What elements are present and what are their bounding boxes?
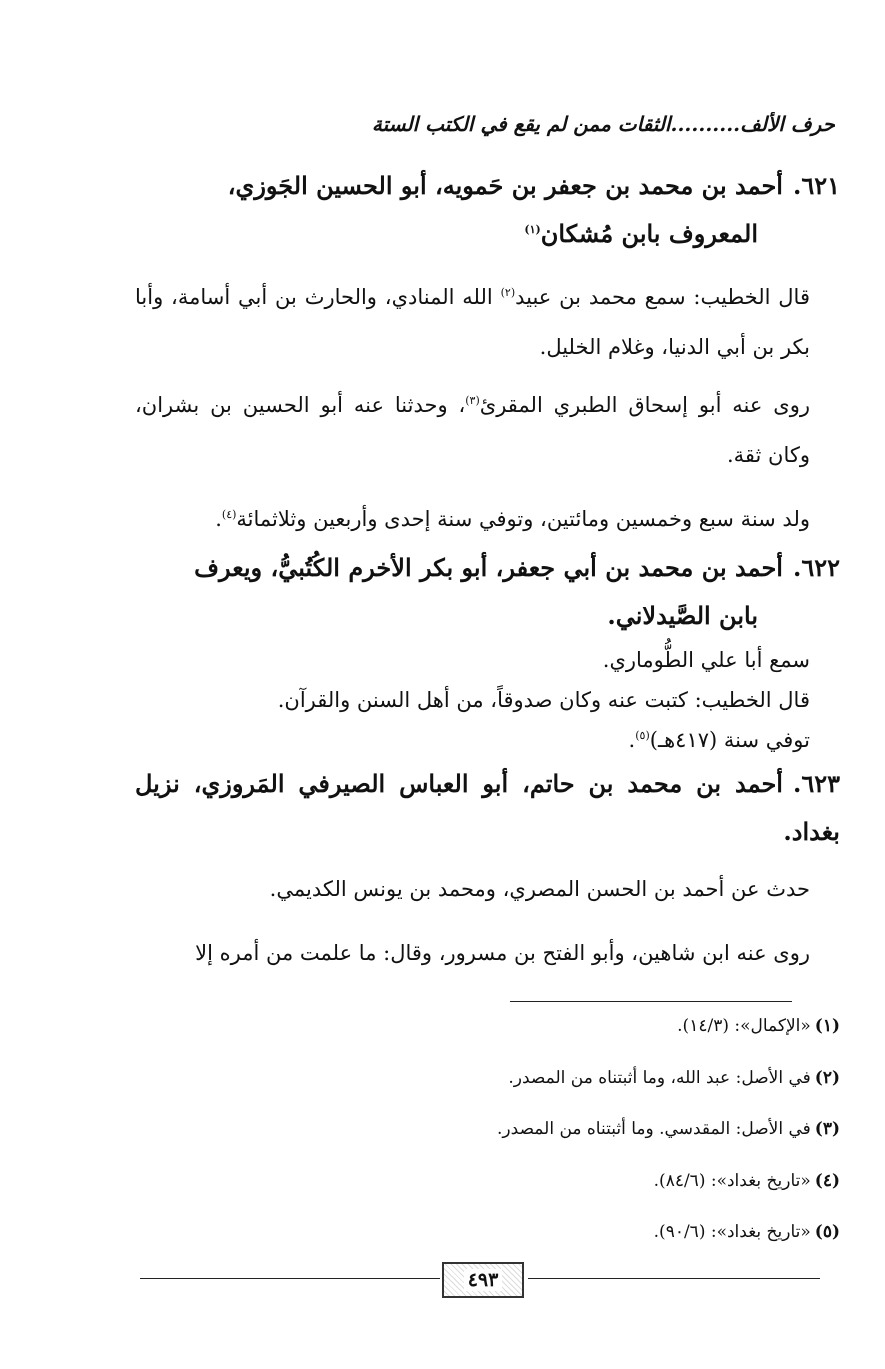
entry-heading-line1: أحمد بن محمد بن جعفر بن حَمويه، أبو الحسين الجَوزي، xyxy=(227,171,783,200)
footnote-text: في الأصل: عبد الله، وما أثبتناه من المصدر. xyxy=(508,1067,811,1088)
entry-paragraph: توفي سنة (٤١٧هـ)$^{(٥)}$. xyxy=(628,728,810,752)
footnote-number: (٤) xyxy=(814,1170,840,1191)
footnote-marker: (٤) xyxy=(221,508,237,521)
footnote-divider xyxy=(510,1001,792,1002)
footnote-marker: (٢) xyxy=(500,286,516,299)
footnote-text: «تاريخ بغداد»: (٨٤/٦). xyxy=(653,1170,811,1191)
entry-heading-line2: المعروف بابن مُشكان xyxy=(540,219,758,248)
footnote-text: في الأصل: المقدسي. وما أثبتناه من المصدر. xyxy=(497,1119,811,1139)
header-book-title: الثقات ممن لم يقع في الكتب الستة xyxy=(371,112,671,136)
footnote-text: «الإكمال»: (١٤/٣). xyxy=(677,1016,811,1036)
page-body xyxy=(135,162,840,978)
entry-paragraph: قال الخطيب: سمع محمد بن عبيد$^{(٢)}$ الله المنادي، والحارث بن أبي أسامة، وأبا بكر بن أبي الدنيا، وغلام الخليل. xyxy=(135,285,810,359)
footnote-item xyxy=(300,1117,840,1169)
footnote-item xyxy=(300,1014,840,1066)
header-section: حرف الألف xyxy=(740,112,835,136)
entry-number: ٦٢١. xyxy=(792,171,840,200)
page-footer xyxy=(140,1262,820,1306)
entry-paragraph: سمع أبا علي الطُّوماري. xyxy=(602,648,810,672)
footnote-marker: (٣) xyxy=(465,394,480,407)
footer-rule-right xyxy=(528,1278,820,1279)
footnote-number: (٢) xyxy=(814,1067,840,1088)
running-header xyxy=(140,112,835,146)
entry-heading xyxy=(135,760,840,856)
footnote-marker: (١) xyxy=(524,223,541,236)
footnote-marker: (٥) xyxy=(635,729,650,742)
footnote-number: (٥) xyxy=(814,1222,840,1242)
footnote-item xyxy=(300,1066,840,1118)
entry-heading-line1: أحمد بن محمد بن حاتم، أبو العباس الصيرفي المَروزي، نزيل بغداد. xyxy=(135,769,840,846)
footnote-text: «تاريخ بغداد»: (٩٠/٦). xyxy=(653,1222,811,1242)
entry-paragraph: ولد سنة سبع وخمسين ومائتين، وتوفي سنة إحدى وأربعين وثلاثمائة$^{(٤)}$. xyxy=(215,507,810,531)
entry-paragraph: روى عنه ابن شاهين، وأبو الفتح بن مسرور، وقال: ما علمت من أمره إلا xyxy=(195,941,810,965)
header-dots: .......... xyxy=(670,112,741,136)
footnote-item xyxy=(300,1169,840,1221)
entry-paragraph: قال الخطيب: كتبت عنه وكان صدوقاً، من أهل السنن والقرآن. xyxy=(277,688,810,712)
entry-paragraph: حدث عن أحمد بن الحسن المصري، ومحمد بن يونس الكديمي. xyxy=(269,877,810,901)
entry-number: ٦٢٢. xyxy=(792,553,840,582)
footnote-number: (١) xyxy=(814,1016,840,1036)
entry-heading xyxy=(135,544,840,640)
footnotes-list xyxy=(300,1014,840,1272)
footer-rule-left xyxy=(140,1278,440,1279)
page-number: ٤٩٣ xyxy=(464,1269,503,1291)
entry-paragraph: روى عنه أبو إسحاق الطبري المقرئ$^{(٣)}$، وحدثنا عنه أبو الحسين بن بشران، وكان ثقة. xyxy=(135,393,810,467)
entry-number: ٦٢٣. xyxy=(792,769,840,798)
entry-heading-line1: أحمد بن محمد بن أبي جعفر، أبو بكر الأخرم الكُتُبيُّ، ويعرف xyxy=(194,553,783,582)
footnote-number: (٣) xyxy=(814,1119,840,1139)
page-number-box xyxy=(442,1262,524,1298)
entry-heading xyxy=(135,162,840,258)
entry-heading-line2: بابن الصَّيدلاني. xyxy=(607,601,758,630)
